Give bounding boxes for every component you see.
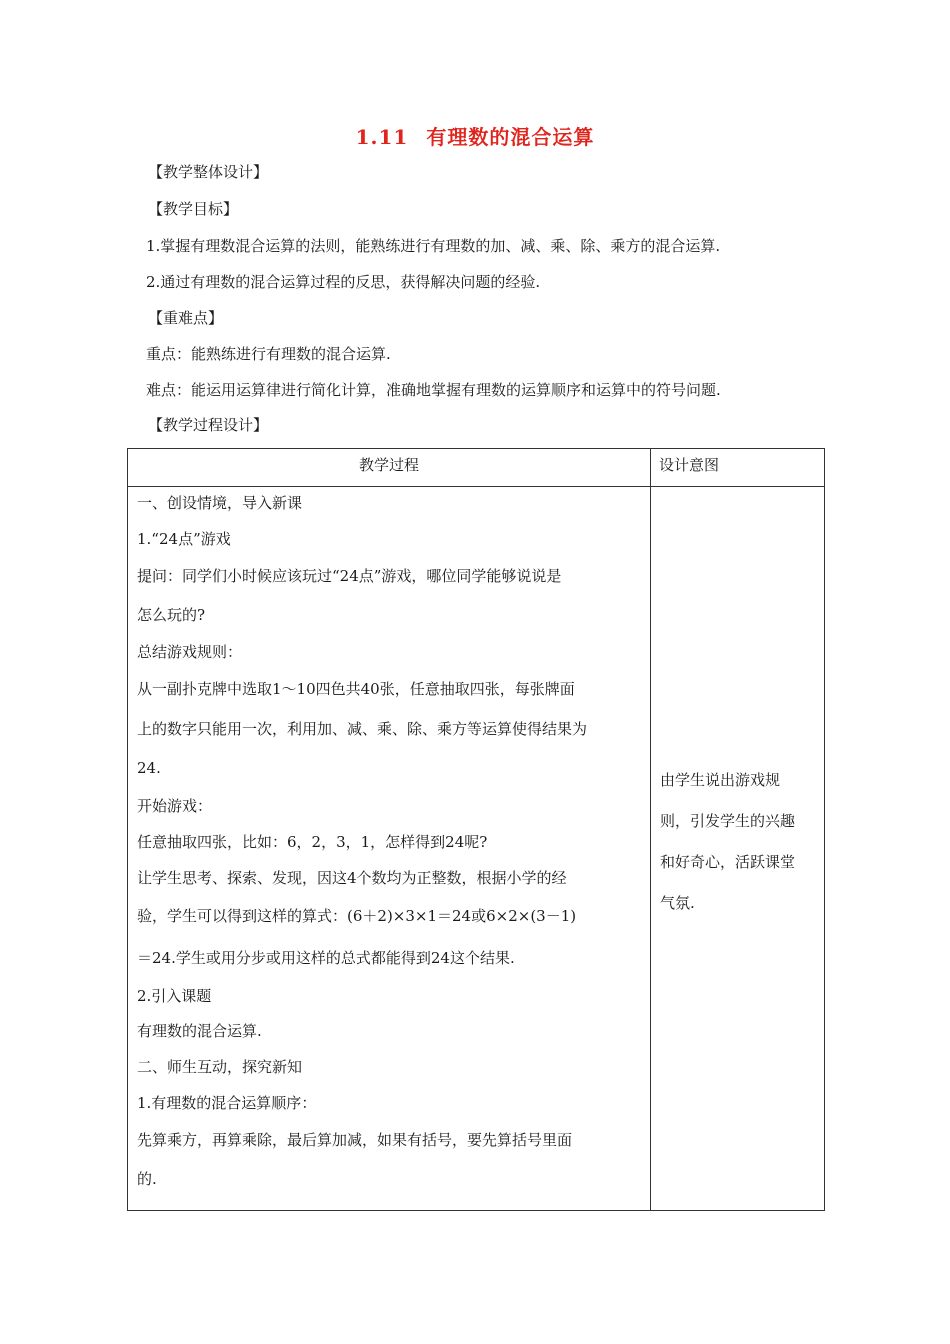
process-cell (128, 487, 651, 1211)
title-text: 有理数的混合运算 (426, 125, 595, 149)
document-title (0, 122, 950, 152)
process-line: ＝24.学生或用分步或用这样的总式都能得到24这个结果. (137, 949, 515, 967)
process-line: 先算乘方，再算乘除，最后算加减，如果有括号，要先算括号里面 (137, 1131, 573, 1149)
intent-line: 和好奇心，活跃课堂 (660, 853, 796, 871)
section-process-heading: 【教学过程设计】 (148, 416, 269, 434)
intent-line: 由学生说出游戏规 (660, 771, 781, 789)
process-line: 开始游戏： (137, 797, 213, 815)
process-line: 一、创设情境，导入新课 (137, 494, 303, 512)
table-header-row (128, 449, 825, 487)
process-line: 24. (137, 759, 161, 777)
difficult-point: 难点：能运用运算律进行简化计算，准确地掌握有理数的运算顺序和运算中的符号问题. (146, 381, 721, 399)
section-goals-heading: 【教学目标】 (148, 200, 239, 218)
intent-line: 则，引发学生的兴趣 (660, 812, 796, 830)
process-line: 的. (137, 1170, 157, 1188)
goal-1: 1.掌握有理数混合运算的法则，能熟练进行有理数的加、减、乘、除、乘方的混合运算. (146, 237, 721, 255)
table-body-row (128, 487, 825, 1211)
goal-2: 2.通过有理数的混合运算过程的反思，获得解决问题的经验. (146, 273, 541, 291)
process-line: 从一副扑克牌中选取1～10四色共40张，任意抽取四张，每张牌面 (137, 680, 575, 698)
header-process-cell (128, 449, 651, 487)
process-table (127, 448, 825, 1211)
process-line: 2.引入课题 (137, 987, 212, 1005)
process-line: 有理数的混合运算. (137, 1022, 262, 1040)
title-number: 1.11 (355, 125, 409, 149)
section-overall-design: 【教学整体设计】 (148, 163, 269, 181)
process-line: 验，学生可以得到这样的算式：(6＋2)×3×1＝24或6×2×(3－1) (137, 907, 577, 925)
process-line: 上的数字只能用一次，利用加、减、乘、除、乘方等运算使得结果为 (137, 720, 588, 738)
intent-cell (651, 487, 825, 1211)
process-line: 总结游戏规则： (137, 643, 243, 661)
process-line: 1.有理数的混合运算顺序： (137, 1094, 317, 1112)
section-key-heading: 【重难点】 (148, 309, 224, 327)
header-intent: 设计意图 (659, 456, 720, 474)
process-line: 1.“24点”游戏 (137, 530, 231, 548)
header-intent-cell (651, 449, 825, 487)
header-process: 教学过程 (358, 456, 419, 474)
process-line: 怎么玩的? (137, 606, 206, 624)
process-line: 二、师生互动，探究新知 (137, 1058, 303, 1076)
intent-line: 气氛. (660, 894, 695, 912)
process-line: 提问：同学们小时候应该玩过“24点”游戏，哪位同学能够说说是 (137, 567, 562, 585)
process-line: 任意抽取四张，比如：6，2，3，1，怎样得到24呢? (137, 833, 488, 851)
key-point: 重点：能熟练进行有理数的混合运算. (146, 345, 391, 363)
process-line: 让学生思考、探索、发现，因这4个数均为正整数，根据小学的经 (137, 869, 567, 887)
